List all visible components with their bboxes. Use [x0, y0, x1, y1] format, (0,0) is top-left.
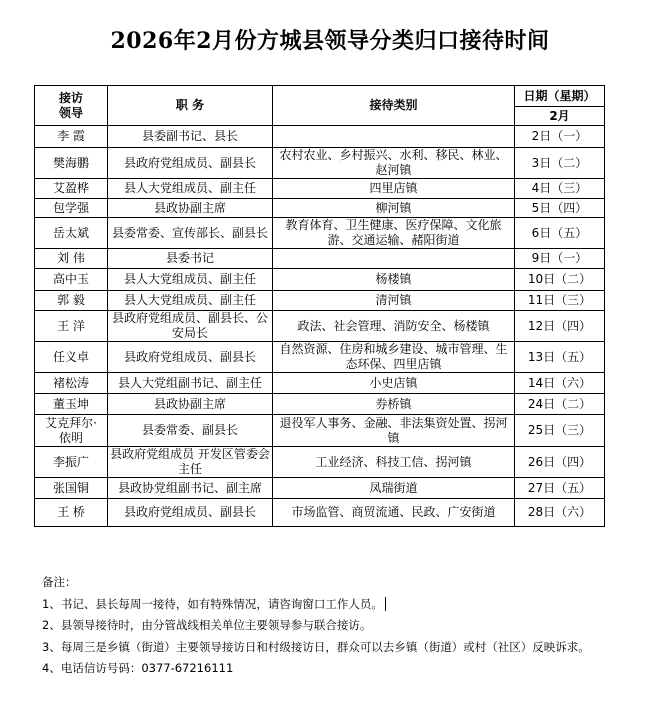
cell-position: 县委常委、宣传部长、副县长: [108, 218, 273, 249]
cell-position: 县政府党组成员、副县长: [108, 148, 273, 179]
cell-date: 24日（二）: [515, 394, 605, 415]
cell-leader: 王 桥: [35, 499, 108, 527]
cell-leader: 董玉坤: [35, 394, 108, 415]
cell-date: 26日（四）: [515, 447, 605, 478]
header-month: 2月: [515, 107, 605, 126]
cell-position: 县政府党组成员、副县长: [108, 499, 273, 527]
cell-leader: 李振广: [35, 447, 108, 478]
table-row: [35, 249, 605, 269]
cell-position: 县政协党组副书记、副主席: [108, 478, 273, 499]
cell-leader: 樊海鹏: [35, 148, 108, 179]
cell-position: 县政协副主席: [108, 394, 273, 415]
table-row: [35, 179, 605, 199]
cell-date: 27日（五）: [515, 478, 605, 499]
cell-date: 11日（三）: [515, 291, 605, 311]
cell-category: 退役军人事务、金融、非法集资处置、拐河镇: [273, 415, 515, 447]
cell-date: 2日（一）: [515, 126, 605, 148]
cell-position: 县政协副主席: [108, 199, 273, 218]
cell-leader: 郭 毅: [35, 291, 108, 311]
cell-category: 农村农业、乡村振兴、水利、移民、林业、赵河镇: [273, 148, 515, 179]
table-row: [35, 394, 605, 415]
table-row: [35, 218, 605, 249]
cell-date: 10日（二）: [515, 269, 605, 291]
cell-date: 9日（一）: [515, 249, 605, 269]
note-item: 4、电话信访号码：0377-67216111: [42, 661, 234, 675]
table-row: [35, 199, 605, 218]
cell-leader: 艾盈桦: [35, 179, 108, 199]
cell-leader: 张国铜: [35, 478, 108, 499]
table-row: [35, 148, 605, 179]
table-row: [35, 269, 605, 291]
table-row: [35, 126, 605, 148]
cell-category: 清河镇: [273, 291, 515, 311]
text-cursor: [385, 597, 387, 611]
cell-category: 凤瑞街道: [273, 478, 515, 499]
cell-leader: 王 洋: [35, 311, 108, 342]
cell-position: 县政府党组成员、副县长: [108, 342, 273, 373]
cell-category: 杨楼镇: [273, 269, 515, 291]
cell-position: 县人大党组成员、副主任: [108, 291, 273, 311]
header-leader: 接访领导: [35, 86, 108, 126]
cell-leader: 褚松涛: [35, 373, 108, 394]
cell-position: 县委副书记、县长: [108, 126, 273, 148]
cell-category: 自然资源、住房和城乡建设、城市管理、生态环保、四里店镇: [273, 342, 515, 373]
table-row: [35, 478, 605, 499]
cell-position: 县政府党组成员 开发区管委会主任: [108, 447, 273, 478]
cell-position: 县人大党组成员、副主任: [108, 269, 273, 291]
cell-position: 县政府党组成员、副县长、公安局长: [108, 311, 273, 342]
cell-position: 县人大党组成员、副主任: [108, 179, 273, 199]
header-position: 职 务: [108, 86, 273, 126]
table-row: [35, 342, 605, 373]
cell-date: 5日（四）: [515, 199, 605, 218]
cell-category: 券桥镇: [273, 394, 515, 415]
table-row: [35, 311, 605, 342]
header-date: 日期（星期）: [515, 86, 605, 107]
cell-category: 柳河镇: [273, 199, 515, 218]
cell-category: 政法、社会管理、消防安全、杨楼镇: [273, 311, 515, 342]
table-row: [35, 291, 605, 311]
cell-date: 3日（二）: [515, 148, 605, 179]
table-row: [35, 447, 605, 478]
notes-section: [42, 574, 590, 682]
cell-category: 四里店镇: [273, 179, 515, 199]
header-category: 接待类别: [273, 86, 515, 126]
cell-leader: 李 霞: [35, 126, 108, 148]
table-row: [35, 499, 605, 527]
cell-date: 4日（三）: [515, 179, 605, 199]
reception-schedule-table: [34, 85, 605, 527]
cell-position: 县委书记: [108, 249, 273, 269]
cell-position: 县人大党组副书记、副主任: [108, 373, 273, 394]
cell-date: 13日（五）: [515, 342, 605, 373]
cell-leader: 刘 伟: [35, 249, 108, 269]
table-row: [35, 373, 605, 394]
cell-leader: 岳太斌: [35, 218, 108, 249]
cell-category: 工业经济、科技工信、拐河镇: [273, 447, 515, 478]
note-item: 1、书记、县长每周一接待，如有特殊情况，请咨询窗口工作人员。: [42, 596, 383, 611]
cell-leader: 高中玉: [35, 269, 108, 291]
table-row: [35, 415, 605, 447]
note-item: 3、每周三是乡镇（街道）主要领导接访日和村级接访日，群众可以去乡镇（街道）或村（社区）反映诉求。: [42, 639, 590, 654]
cell-date: 14日（六）: [515, 373, 605, 394]
cell-category: 教育体育、卫生健康、医疗保障、文化旅游、交通运输、赭阳街道: [273, 218, 515, 249]
cell-category: 市场监管、商贸流通、民政、广安街道: [273, 499, 515, 527]
cell-leader: 包学强: [35, 199, 108, 218]
cell-category: [273, 126, 515, 148]
note-item: 2、县领导接待时，由分管战线相关单位主要领导参与联合接访。: [42, 618, 372, 632]
cell-date: 6日（五）: [515, 218, 605, 249]
cell-category: 小史店镇: [273, 373, 515, 394]
page-title: 2026年2月份方城县领导分类归口接待时间: [110, 28, 550, 54]
cell-leader: 艾克拜尔·依明: [35, 415, 108, 447]
cell-position: 县委常委、副县长: [108, 415, 273, 447]
notes-heading: 备注：: [42, 575, 77, 589]
cell-date: 12日（四）: [515, 311, 605, 342]
cell-date: 25日（三）: [515, 415, 605, 447]
cell-date: 28日（六）: [515, 499, 605, 527]
cell-leader: 任义卓: [35, 342, 108, 373]
cell-category: [273, 249, 515, 269]
